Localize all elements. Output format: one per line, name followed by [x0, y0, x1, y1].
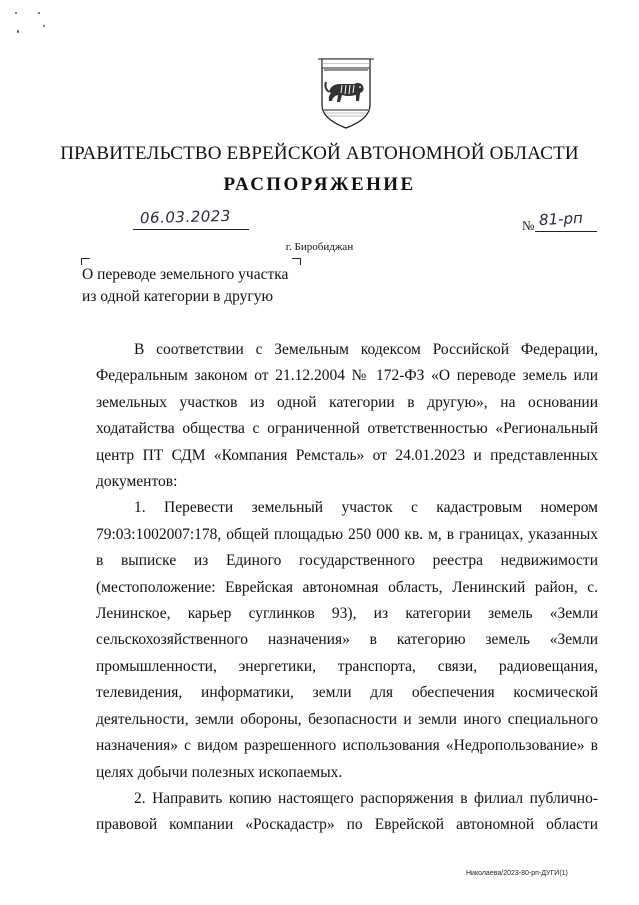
number-sign: № — [522, 218, 535, 233]
document-type-title: РАСПОРЯЖЕНИЕ — [223, 174, 416, 195]
number-underline — [535, 231, 597, 232]
scan-speck — [43, 25, 45, 27]
document-number: 81-рп — [538, 208, 584, 230]
scan-speck — [38, 12, 40, 14]
date-underline — [133, 229, 249, 230]
city-name: г. Биробиджан — [285, 241, 354, 253]
subject-line: О переводе земельного участка — [82, 266, 289, 283]
footer-reference: Николаева/2023-80-рп-ДУГИ(1) — [466, 870, 568, 877]
item-2-paragraph: 2. Направить копию настоящего распоряжения в филиал публично-правовой компании «Роскадастр» по Еврейской автономной области — [96, 789, 598, 834]
scan-speck — [17, 30, 19, 33]
document-body — [96, 337, 598, 839]
coat-of-arms-emblem — [316, 57, 376, 130]
document-subject — [82, 264, 322, 308]
intro-paragraph: В соответствии с Земельным кодексом Российской Федерации, Федеральным законом от 21.12.2004 № 172-ФЗ «О переводе земель или земельных участков из одной категории в другую», на основании ходатайства общества с ограниченной ответственностью «Региональный центр ПТ СДМ «Компания Ремсталь» от 24.01.2023 и представленных документов: — [96, 341, 598, 491]
government-title: ПРАВИТЕЛЬСТВО ЕВРЕЙСКОЙ АВТОНОМНОЙ ОБЛАСТИ — [60, 143, 579, 164]
item-1-paragraph: 1. Перевести земельный участок с кадастровым номером 79:03:1002007:178, общей площадью 250 000 кв. м, в границах, указанных в выписке из Единого государственного реестра недвижимости (местоположение: Еврейская автономная область, Ленинский район, с. Ленинское, карьер суглинков 93), из категории земель «Земли сельскохозяйственного назначения» в категорию земель «Земли промышленности, энергетики, транспорта, связи, радиовещания, телевидения, информатики, земли для обеспечения космической деятельности, земли обороны, безопасности и земли иного специального назначения» с видом разрешенного использования «Недропользование» в целях добычи полезных ископаемых. — [96, 499, 598, 781]
subject-line: из одной категории в другую — [82, 288, 274, 305]
scan-speck — [15, 12, 17, 14]
document-date: 06.03.2023 — [139, 206, 232, 228]
